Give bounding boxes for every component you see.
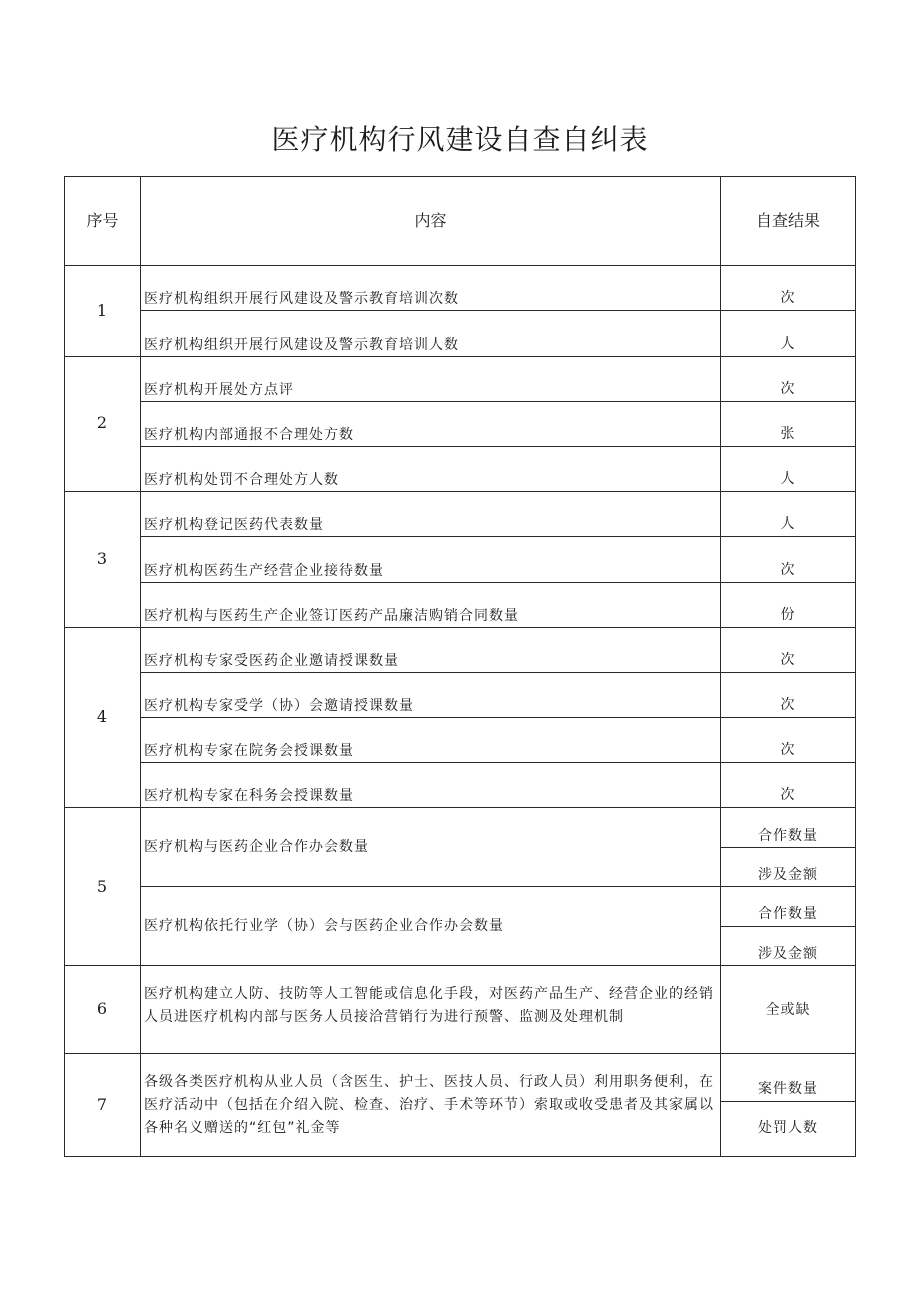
- row-content: 医疗机构与医药企业合作办会数量: [144, 839, 369, 855]
- row-content: 医疗机构建立人防、技防等人工智能或信息化手段，对医药产品生产、经营企业的经销人员进医疗机构内部与医务人员接洽营销行为进行预警、监测及处理机制: [144, 986, 714, 1025]
- row-result: 次: [780, 787, 796, 803]
- row-content: 医疗机构组织开展行风建设及警示教育培训人数: [144, 337, 459, 353]
- row-seq: 4: [96, 707, 109, 726]
- subrow-divider: [140, 310, 856, 311]
- row-result: 张: [780, 426, 796, 442]
- row-divider: [64, 491, 856, 492]
- row-divider: [64, 356, 856, 357]
- header-seq: 序号: [86, 211, 119, 230]
- row-content: 医疗机构开展处方点评: [144, 382, 294, 398]
- subrow-divider: [140, 582, 856, 583]
- row-content: 医疗机构与医药生产企业签订医药产品廉洁购销合同数量: [144, 608, 519, 624]
- row-result: 次: [780, 652, 796, 668]
- subrow-divider: [140, 536, 856, 537]
- row-content: 医疗机构医药生产经营企业接待数量: [144, 563, 384, 579]
- row-result: 合作数量: [758, 828, 818, 844]
- row-content: 医疗机构专家受医药企业邀请授课数量: [144, 653, 399, 669]
- row-divider: [64, 265, 856, 266]
- row-result: 次: [780, 742, 796, 758]
- row-result: 次: [780, 562, 796, 578]
- row-result: 涉及金额: [758, 946, 818, 962]
- header-result: 自查结果: [755, 211, 820, 230]
- subrow-divider: [140, 762, 856, 763]
- row-result: 次: [780, 697, 796, 713]
- page-title: 医疗机构行风建设自查自纠表: [271, 123, 649, 156]
- subrow-divider: [140, 886, 856, 887]
- row-seq: 6: [96, 999, 109, 1018]
- row-result: 全或缺: [765, 1002, 811, 1018]
- row-seq: 5: [96, 877, 109, 896]
- row-divider: [64, 807, 856, 808]
- row-result: 涉及金额: [758, 867, 818, 883]
- table-border-top: [64, 176, 856, 177]
- row-result: 次: [780, 381, 796, 397]
- row-result: 份: [780, 607, 796, 623]
- row-result: 次: [780, 290, 796, 306]
- row-seq: 3: [96, 549, 109, 568]
- row-content: 医疗机构专家在科务会授课数量: [144, 788, 354, 804]
- row-content: 各级各类医疗机构从业人员（含医生、护士、医技人员、行政人员）利用职务便利，在医疗活动中（包括在介绍入院、检查、治疗、手术等环节）索取或收受患者及其家属以各种名义赠送的“红包”礼金等: [144, 1074, 714, 1136]
- subrow-divider: [140, 401, 856, 402]
- row-content: 医疗机构专家在院务会授课数量: [144, 743, 354, 759]
- header-content: 内容: [414, 211, 447, 230]
- row-result: 人: [780, 516, 796, 532]
- subrow-divider: [140, 446, 856, 447]
- row-content: 医疗机构专家受学（协）会邀请授课数量: [144, 698, 414, 714]
- row-content: 医疗机构依托行业学（协）会与医药企业合作办会数量: [144, 918, 504, 934]
- subrow-divider: [140, 717, 856, 718]
- result-divider: [720, 847, 856, 848]
- row-content: 医疗机构处罚不合理处方人数: [144, 472, 339, 488]
- row-content: 医疗机构组织开展行风建设及警示教育培训次数: [144, 291, 459, 307]
- result-divider: [720, 926, 856, 927]
- row-seq: 1: [96, 301, 109, 320]
- row-result: 人: [780, 336, 796, 352]
- row-result: 案件数量: [758, 1081, 818, 1097]
- table-border-bottom: [64, 1156, 856, 1157]
- row-content: 医疗机构内部通报不合理处方数: [144, 427, 354, 443]
- row-divider: [64, 965, 856, 966]
- row-result: 合作数量: [758, 906, 818, 922]
- row-divider: [64, 1053, 856, 1054]
- row-result: 人: [780, 471, 796, 487]
- row-seq: 2: [96, 413, 109, 432]
- row-result: 处罚人数: [758, 1120, 818, 1136]
- row-content: 医疗机构登记医药代表数量: [144, 517, 324, 533]
- row-divider: [64, 627, 856, 628]
- subrow-divider: [140, 672, 856, 673]
- row-seq: 7: [96, 1095, 109, 1114]
- result-divider: [720, 1101, 856, 1102]
